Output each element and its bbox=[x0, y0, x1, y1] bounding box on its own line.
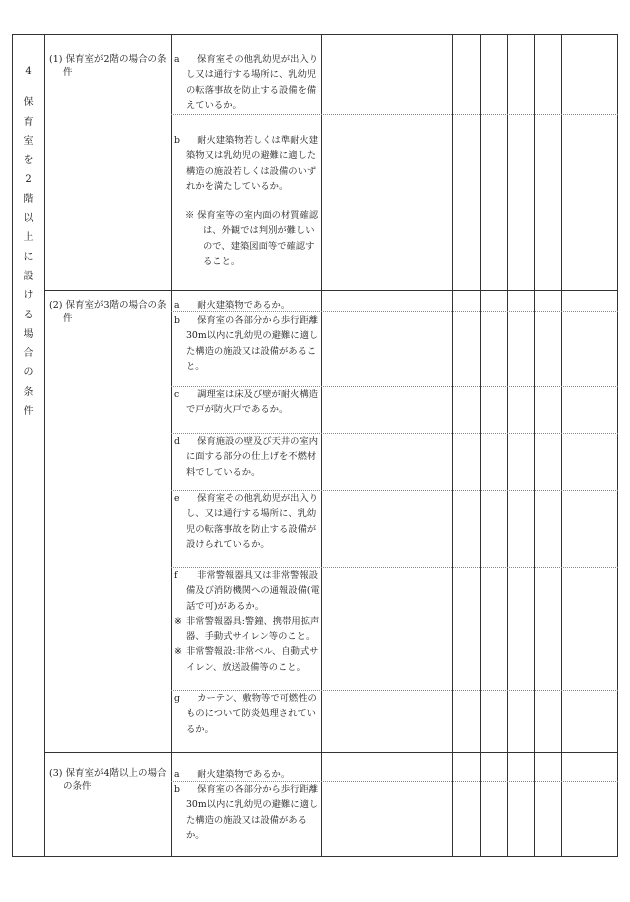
section-title-char: 件 bbox=[23, 406, 34, 418]
note-text: 非常警報器具:警鐘、携帯用拡声器、手動式サイレン等のこと。 bbox=[186, 615, 320, 643]
item-note bbox=[174, 644, 320, 675]
col-divider-check-4 bbox=[561, 34, 562, 856]
section-title-char: 上 bbox=[23, 232, 34, 244]
item-text: カーテン、敷物等で可燃性のものについて防炎処理されているか。 bbox=[186, 693, 317, 735]
section-title-char: 場 bbox=[23, 328, 34, 340]
item-1b bbox=[174, 133, 320, 269]
section-title-char: 2 bbox=[25, 174, 32, 186]
col-divider-notes bbox=[452, 34, 453, 856]
section-title-char: の bbox=[23, 367, 34, 379]
item-text: 耐火建築物であるか。 bbox=[197, 300, 291, 311]
item-divider bbox=[171, 114, 618, 115]
item-text: 非常警報器具又は非常警報設備及び消防機関への通報設備(電話で可)があるか。 bbox=[186, 570, 320, 612]
section-title-char: に bbox=[23, 251, 34, 263]
item-letter: a bbox=[174, 54, 180, 65]
item-2e bbox=[174, 491, 320, 552]
section-title-char: 条 bbox=[23, 386, 34, 398]
item-letter: a bbox=[174, 769, 180, 780]
item-letter: b bbox=[174, 135, 180, 146]
item-note: ※ 保育室等の室内面の材質確認は、外観では判別が難しいので、建築図面等で確認すること。 bbox=[185, 210, 319, 268]
item-letter: d bbox=[174, 436, 180, 447]
col-divider-item bbox=[321, 34, 322, 856]
item-letter: b bbox=[174, 315, 180, 326]
item-letter: c bbox=[174, 389, 180, 400]
note-text: 非常警報設:非常ベル、自動式サイレン、放送設備等のこと。 bbox=[186, 646, 319, 673]
col-divider-check-2 bbox=[507, 34, 508, 856]
section-title-char: る bbox=[23, 309, 34, 321]
item-letter: e bbox=[174, 493, 180, 504]
note-mark: ※ bbox=[174, 646, 182, 658]
item-text: 保育施設の壁及び天井の室内に面する部分の仕上げを不燃材料でしているか。 bbox=[186, 436, 319, 478]
item-2b bbox=[174, 313, 320, 374]
col-divider-check-3 bbox=[534, 34, 535, 856]
item-2f bbox=[174, 568, 320, 675]
condition-3f bbox=[49, 299, 167, 325]
item-2d bbox=[174, 434, 320, 480]
condition-label: (3) 保育室が4階以上の場合の条件 bbox=[49, 768, 167, 792]
condition-4f-plus bbox=[49, 767, 167, 793]
section-title-char: 以 bbox=[23, 213, 34, 225]
col-divider-check-1 bbox=[480, 34, 481, 856]
section-title-char: 保 bbox=[23, 97, 34, 109]
item-3b bbox=[174, 782, 320, 843]
section-title-char: 合 bbox=[23, 348, 34, 360]
row-divider-cond-3 bbox=[44, 752, 618, 753]
item-3a bbox=[174, 767, 320, 782]
condition-2f bbox=[49, 53, 167, 79]
item-letter: a bbox=[174, 300, 180, 311]
section-number: 4 bbox=[25, 66, 32, 77]
item-note bbox=[174, 614, 320, 645]
item-text: 保育室の各部分から歩行距離30m以内に乳幼児の避難に適した構造の施設又は設備があるか。 bbox=[186, 784, 319, 841]
section-heading bbox=[13, 62, 44, 421]
item-letter: g bbox=[174, 693, 180, 704]
border-right bbox=[617, 34, 618, 856]
section-title bbox=[13, 93, 44, 421]
item-letter: b bbox=[174, 784, 180, 795]
item-text: 耐火建築物であるか。 bbox=[197, 769, 291, 780]
section-title-char: 階 bbox=[23, 193, 34, 205]
section-title-char: 設 bbox=[23, 270, 34, 282]
section-title-char: け bbox=[23, 290, 34, 302]
item-1a bbox=[174, 52, 320, 113]
item-2g bbox=[174, 691, 320, 737]
item-2a bbox=[174, 298, 320, 313]
section-title-char: を bbox=[23, 155, 34, 167]
item-text: 保育室その他乳幼児が出入りし、又は通行する場所に、乳幼児の転落事故を防止する設備が設けられているか。 bbox=[186, 493, 319, 550]
col-divider-section bbox=[44, 34, 45, 856]
item-text: 調理室は床及び壁が耐火構造で戸が防火戸であるか。 bbox=[186, 389, 319, 416]
row-divider-cond-2 bbox=[44, 290, 618, 291]
condition-label: (2) 保育室が3階の場合の条件 bbox=[49, 300, 167, 324]
item-2c bbox=[174, 387, 320, 418]
item-text: 耐火建築物若しくは準耐火建築物又は乳幼児の避難に適した構造の施設若しくは設備のいずれかを満たしているか。 bbox=[186, 135, 319, 192]
section-title-char: 室 bbox=[23, 135, 34, 147]
item-text: 保育室の各部分から歩行距離30m以内に乳幼児の避難に適した構造の施設又は設備があること。 bbox=[186, 315, 319, 372]
border-bottom bbox=[12, 856, 618, 857]
border-top bbox=[12, 34, 618, 35]
note-mark: ※ bbox=[174, 615, 182, 627]
item-text: 保育室その他乳幼児が出入りし又は通行する場所に、乳幼児の転落事故を防止する設備を備えているか。 bbox=[186, 54, 319, 111]
section-title-char: 育 bbox=[23, 116, 34, 128]
item-letter: f bbox=[174, 570, 178, 581]
condition-label: (1) 保育室が2階の場合の条件 bbox=[49, 54, 167, 78]
col-divider-condition bbox=[171, 34, 172, 856]
